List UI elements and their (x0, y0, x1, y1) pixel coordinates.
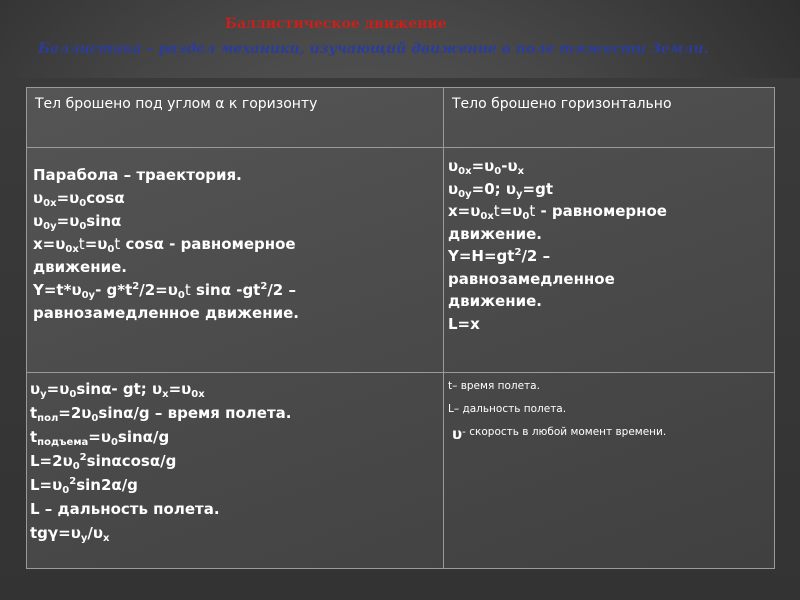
formula-line: $t_{подъема}=\upsilon_0\sin\alpha/g$ (30, 428, 170, 448)
angle-formulas (27, 148, 443, 325)
header-horizontal-text: Тело брошено горизонтально (452, 96, 672, 112)
formula-line: $\upsilon_y=\upsilon_0\sin\alpha-$ gt; $\upsilon_x=\upsilon_{0x}$ (30, 380, 205, 400)
formula-line: равнозамедленное движение. (33, 304, 299, 322)
formula-line: $\upsilon_{0x}=\upsilon_0-\upsilon_x$ (448, 157, 525, 177)
cell-angle-velocity (27, 373, 444, 569)
formula-line: $t_{пол}=2\upsilon_0\sin\alpha/g$ – время полета. (30, 404, 292, 424)
formula-line: $x=\upsilon_{0x}t=\upsilon_0t$ cosα - равномерное (33, 235, 296, 255)
formula-line: $L=2\upsilon_0^2\sin\alpha\cos\alpha/g$ (30, 452, 177, 472)
formula-line: Парабола – траектория. (33, 166, 242, 184)
velocity-formulas (27, 373, 443, 545)
cell-horizontal-trajectory (444, 148, 775, 373)
formula-line: $L=\upsilon_0^2\sin 2\alpha/g$ (30, 476, 138, 496)
slide-title: Баллистическое движение (225, 16, 447, 32)
header-cell-horizontal (444, 88, 775, 148)
legend-distance: L– дальность полета. (448, 403, 567, 415)
header-cell-angle (27, 88, 444, 148)
formula-line: движение. (448, 224, 542, 243)
legend-notes (444, 373, 774, 443)
table-header-row (27, 88, 775, 148)
formula-line: L=x (448, 314, 480, 333)
formula-line: $Y=t*\upsilon_{0y}-$ $g*t^2/2=\upsilon_0t$ sinα $-gt^2/2$ – (33, 281, 296, 301)
ballistics-table (26, 87, 775, 569)
legend-velocity: υ- скорость в любой момент времени. (452, 425, 667, 443)
horizontal-formulas (444, 148, 774, 335)
cell-horizontal-legend (444, 373, 775, 569)
slide-subtitle: Баллистика – раздел механики, изучающий движение в поле тяжести Земли. (38, 41, 709, 57)
formula-line: движение. (33, 258, 127, 276)
formula-line: $\upsilon_{0y}=0$; $\upsilon_y=gt$ (448, 179, 553, 200)
table-row-trajectory (27, 148, 775, 373)
legend-time: t– время полета. (448, 380, 540, 392)
formula-line: движение. (448, 292, 542, 310)
formula-line: L – дальность полета. (30, 500, 220, 518)
formula-line: равнозамедленное (448, 269, 615, 288)
formula-line: $tg\gamma=\upsilon_y/\upsilon_x$ (30, 524, 110, 544)
formula-line: $\upsilon_{0x}=\upsilon_0\cos\alpha$ (33, 189, 125, 209)
formula-line: $\upsilon_{0y}=\upsilon_0\sin\alpha$ (33, 212, 122, 232)
cell-angle-trajectory (27, 148, 444, 373)
header-angle-text: Тел брошено под углом α к горизонту (35, 96, 318, 112)
formula-line: $x=\upsilon_{0x}t=\upsilon_0t$ - равномерное (448, 202, 667, 222)
table-row-velocity (27, 373, 775, 569)
formula-line: $Y=H=gt^2/2$ – (448, 247, 551, 265)
